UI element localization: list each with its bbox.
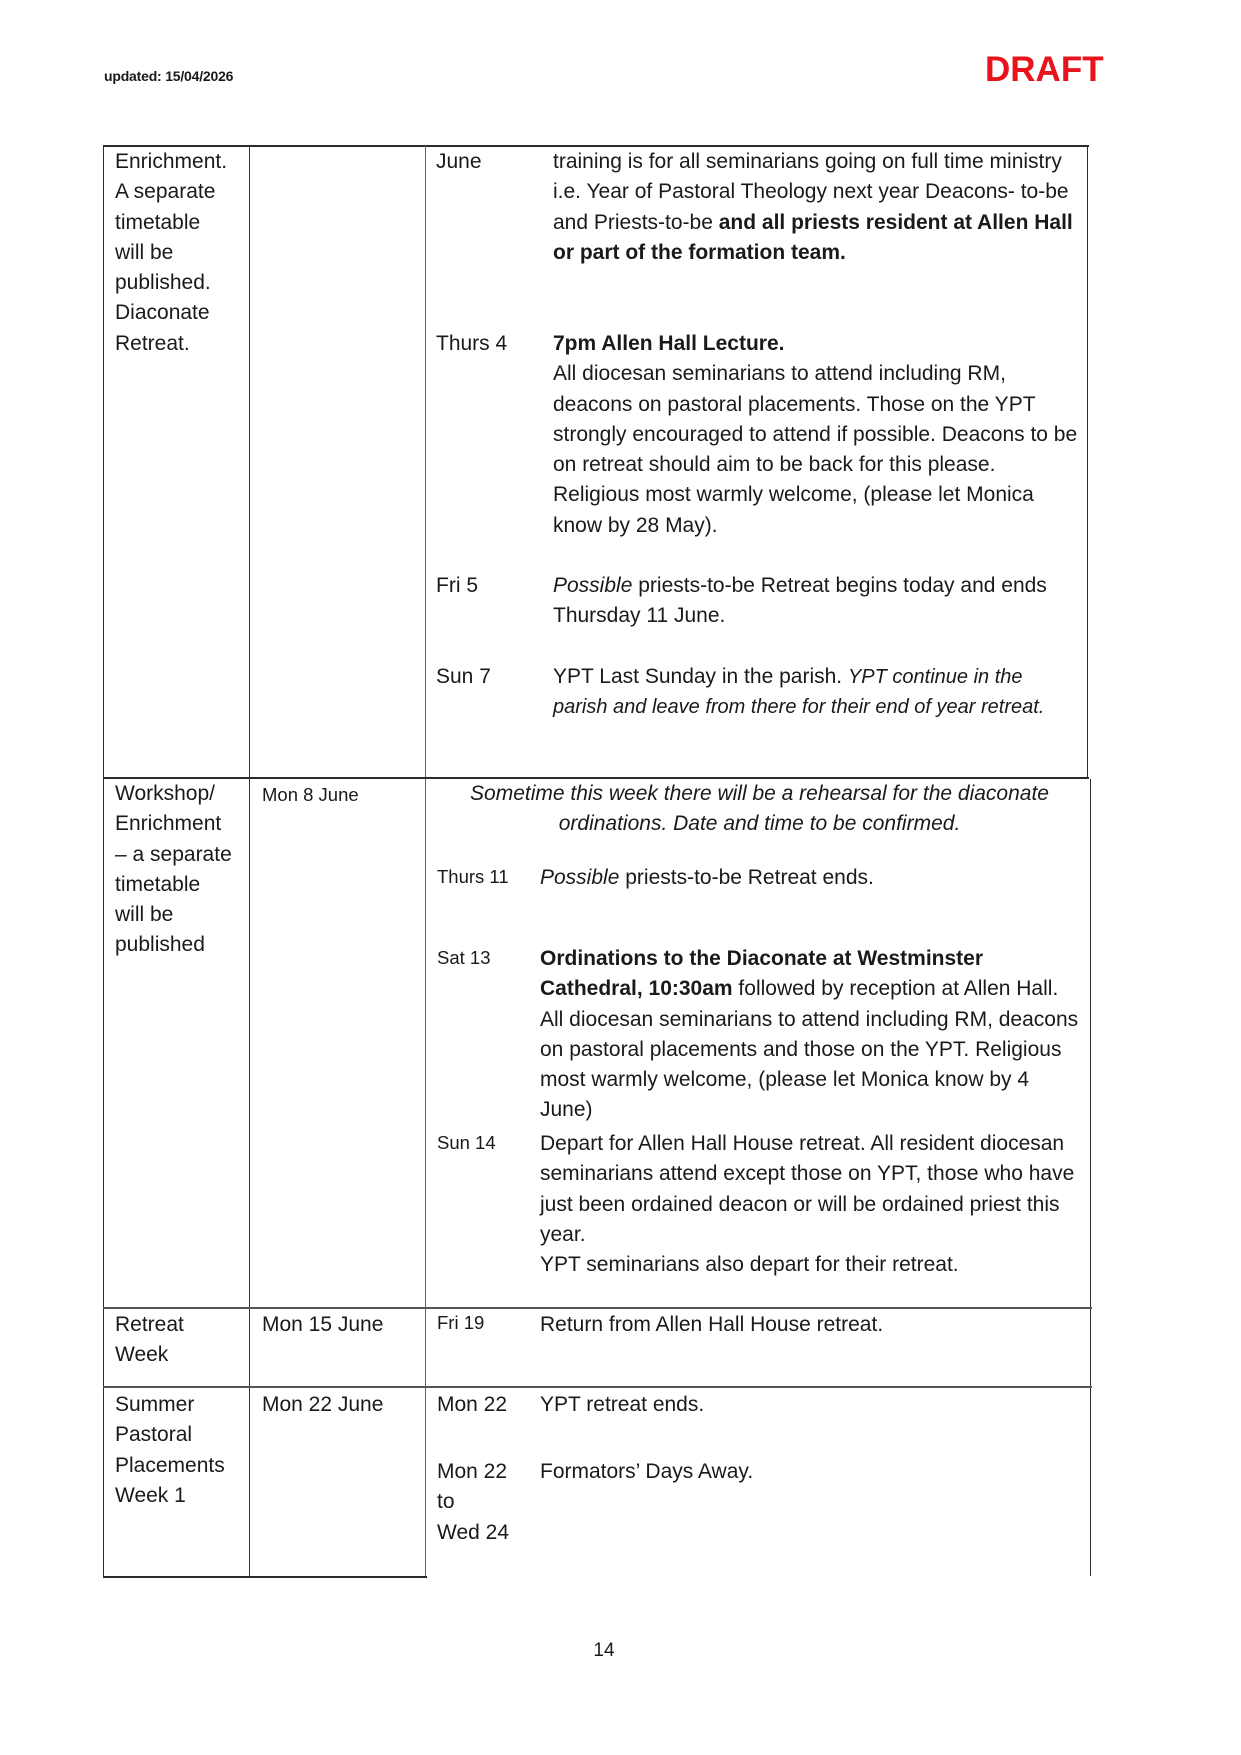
draft-label: DRAFT — [985, 50, 1104, 89]
event-date: Sun 7 — [436, 665, 491, 688]
event-date: Fri 5 — [436, 574, 478, 597]
row-label: Workshop/ Enrichment – a separate timetable will be published — [115, 782, 232, 957]
col-border — [1087, 145, 1088, 779]
row-label: Retreat Week — [115, 1313, 184, 1367]
table-bottom-border — [103, 1576, 427, 1578]
event-date: Mon 22 to Wed 24 — [437, 1460, 509, 1544]
event-description: training is for all seminarians going on full time ministry i.e. Year of Pastoral Theology next year Deacons- to-be and Priests-to-be and all priests resident at Allen Hall or part of the formation team. — [553, 150, 1073, 264]
week-start: Mon 22 June — [262, 1393, 384, 1416]
event-description: Possible priests-to-be Retreat begins today and ends Thursday 11 June. — [553, 574, 1047, 628]
event-description: Return from Allen Hall House retreat. — [540, 1313, 884, 1336]
event-date: Thurs 4 — [436, 332, 508, 355]
updated-date: updated: 15/04/2026 — [104, 68, 234, 84]
week-start: Mon 8 June — [262, 784, 359, 805]
col-border — [103, 145, 104, 1578]
row-border — [103, 1307, 1092, 1309]
week-start: Mon 15 June — [262, 1313, 384, 1336]
event-description: Possible priests-to-be Retreat ends. — [540, 866, 874, 889]
event-description: Ordinations to the Diaconate at Westminster Cathedral, 10:30am followed by reception at Allen Hall. All diocesan seminarians to attend including RM, deacons on pastoral placements and those on the YPT. Religious most warmly welcome, (please let Monica know by 4 June) — [540, 947, 1079, 1122]
col-border — [249, 145, 250, 1578]
event-date: Mon 22 — [437, 1393, 508, 1416]
week-note: Sometime this week there will be a rehearsal for the diaconate ordinations. Date and time to be confirmed. — [470, 782, 1049, 836]
row-label: Enrichment. A separate timetable will be published. Diaconate Retreat. — [115, 150, 228, 355]
event-date: Thurs 11 — [437, 866, 509, 887]
event-date: Fri 19 — [437, 1312, 485, 1333]
page-number: 14 — [593, 1640, 615, 1661]
event-description: Depart for Allen Hall House retreat. All resident diocesan seminarians attend except those on YPT, those who have just been ordained deacon or will be ordained priest this year. YPT seminarians also depart for their retreat. — [540, 1132, 1075, 1277]
row-label: Summer Pastoral Placements Week 1 — [115, 1393, 225, 1507]
row-border — [103, 1386, 1092, 1388]
event-date: Sun 14 — [437, 1132, 496, 1153]
event-date: Sat 13 — [437, 947, 491, 968]
event-date: June — [436, 150, 482, 173]
col-border — [425, 145, 426, 1578]
event-description: Formators’ Days Away. — [540, 1460, 754, 1483]
event-description: 7pm Allen Hall Lecture. All diocesan seminarians to attend including RM, deacons on pastoral placements. Those on the YPT strongly encouraged to attend if possible. Deacons to be on retreat should aim to be back for this please. Religious most warmly welcome, (please let Monica know by 28 May). — [553, 332, 1078, 537]
event-description: YPT Last Sunday in the parish. YPT continue in the parish and leave from there for their end of year retreat. — [553, 665, 1045, 719]
col-border — [1090, 779, 1091, 1576]
event-description: YPT retreat ends. — [540, 1393, 705, 1416]
